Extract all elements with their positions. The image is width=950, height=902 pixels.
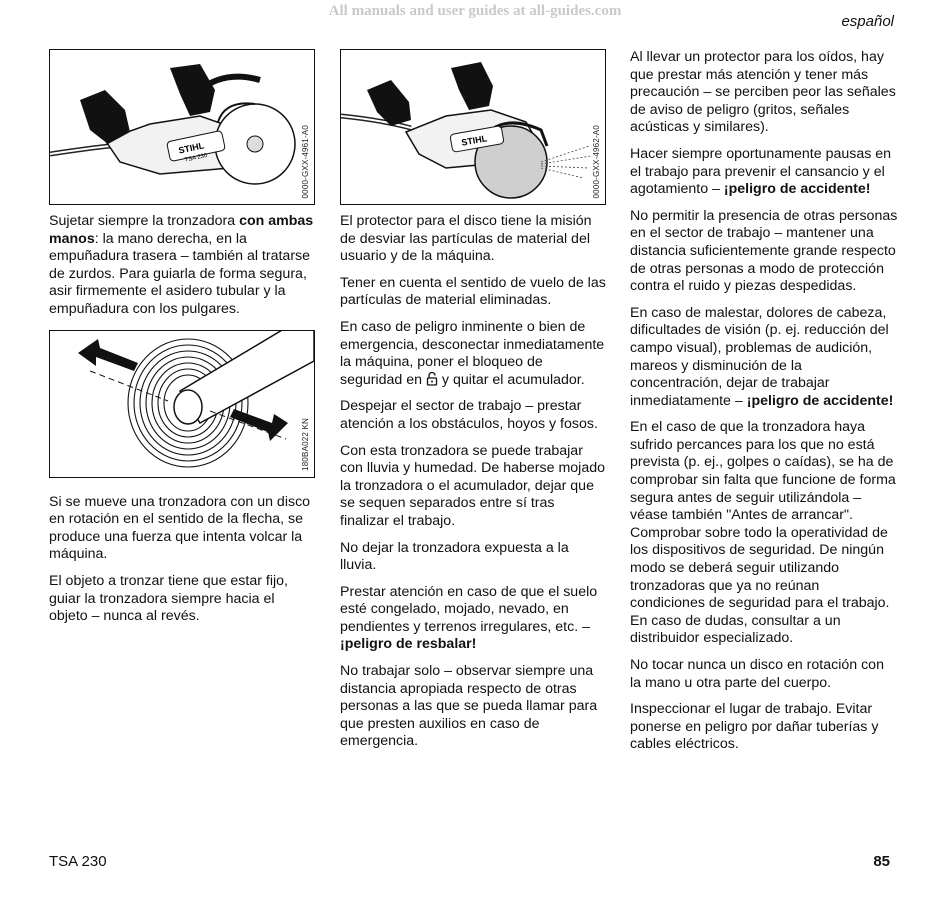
disc-rotation-illustration xyxy=(50,331,314,477)
column-1 xyxy=(49,49,315,635)
language-label: español xyxy=(841,13,894,30)
cutter-illustration xyxy=(50,50,314,204)
paragraph: Sujetar siempre la tronzadora con ambas manos: la mano derecha, en la empuñadura trasera – también al tratarse de zurdos. Para guiarla de forma segura, asir firmemente el asidero tubular y la empuñadura con los pulgares. xyxy=(49,213,314,317)
figure-hands-on-cutter xyxy=(49,49,315,205)
paragraph: Tener en cuenta el sentido de vuelo de las partículas de material eliminadas. xyxy=(340,274,606,309)
paragraph: Despejar el sector de trabajo – prestar atención a los obstáculos, hoyos y fosos. xyxy=(340,398,598,432)
paragraph: No permitir la presencia de otras personas en el sector de trabajo – mantener una distancia suficientemente grande respecto de otras personas a modo de protección contra el ruido y piezas despedidas. xyxy=(630,207,898,295)
unlock-icon xyxy=(426,372,438,386)
paragraph: Hacer siempre oportunamente pausas en el trabajo para prevenir el cansancio y el agotamiento – ¡peligro de accidente! xyxy=(630,145,892,198)
column-3 xyxy=(630,49,898,763)
figure-code: 0000-GXX-4962-A0 xyxy=(592,124,601,198)
paragraph: No tocar nunca un disco en rotación con la mano u otra parte del cuerpo. xyxy=(630,657,884,691)
page-number: 85 xyxy=(873,853,890,870)
brand-logo: STIHL xyxy=(460,133,488,148)
watermark: All manuals and user guides at all-guides.com xyxy=(328,3,622,19)
paragraph: En el caso de que la tronzadora haya sufrido percances para los que no está prevista (p. ej., golpes o caídas), se ha de comprobar sin falta que funcione de forma segura antes de seguir utilizándola – véase también "Antes de arrancar". Comprobar sobre todo la operatividad de los dispositivos de seguridad. De ningún modo se deberá seguir utilizando tronzadoras que ya no reúnan condiciones de seguridad para el trabajo. En caso de dudas, consultar a un distribuidor especializado. xyxy=(630,419,896,647)
paragraph: No trabajar solo – observar siempre una distancia apropiada respecto de otras personas a las que se pueda llamar para que presten auxilios en caso de emergencia. xyxy=(340,663,598,750)
paragraph: En caso de malestar, dolores de cabeza, dificultades de visión (p. ej. reducción del campo visual), problemas de audición, mareos y disminución de la concentración, dejar de trabajar inmediatamente – ¡peligro de accidente! xyxy=(630,304,894,409)
brand-logo: STIHL xyxy=(177,140,206,156)
figure-code: 0000-GXX-4961-A0 xyxy=(301,124,310,198)
model-label: TSA 230 xyxy=(184,152,208,164)
paragraph: Al llevar un protector para los oídos, hay que prestar más atención y tener más precaución – se perciben peor las señales de aviso de peligro (gritos, señales acústicas y similares). xyxy=(630,49,896,136)
paragraph: Si se mueve una tronzadora con un disco en rotación en el sentido de la flecha, se produce una fuerza que intenta volcar la máquina. xyxy=(49,493,311,563)
paragraph: Inspeccionar el lugar de trabajo. Evitar ponerse en peligro por dañar tuberías y cables eléctricos. xyxy=(630,701,879,753)
paragraph: El protector para el disco tiene la misión de desviar las partículas de material del usuario y de la máquina. xyxy=(340,213,592,265)
paragraph: El objeto a tronzar tiene que estar fijo, guiar la tronzadora siempre hacia el objeto – nunca al revés. xyxy=(49,572,288,625)
paragraph: Prestar atención en caso de que el suelo esté congelado, mojado, nevado, en pendientes y terrenos irregulares, etc. – ¡peligro de resbalar! xyxy=(340,583,598,653)
paragraph: Con esta tronzadora se puede trabajar con lluvia y humedad. De haberse mojado la tronzadora o el acumulador, dejar que se sequen separados entre sí tras finalizar el trabajo. xyxy=(340,442,605,529)
guard-illustration xyxy=(341,50,605,204)
paragraph: No dejar la tronzadora expuesta a la lluvia. xyxy=(340,539,569,574)
column-2 xyxy=(340,49,606,760)
footer-model: TSA 230 xyxy=(49,853,107,870)
figure-guard-deflection xyxy=(340,49,606,205)
figure-code: 180BA022 KN xyxy=(301,417,310,471)
figure-kickback-direction xyxy=(49,330,315,478)
paragraph: En caso de peligro inminente o bien de emergencia, desconectar inmediatamente la máquina, poner el bloqueo de seguridad en y quitar el acumulador. xyxy=(340,318,605,388)
